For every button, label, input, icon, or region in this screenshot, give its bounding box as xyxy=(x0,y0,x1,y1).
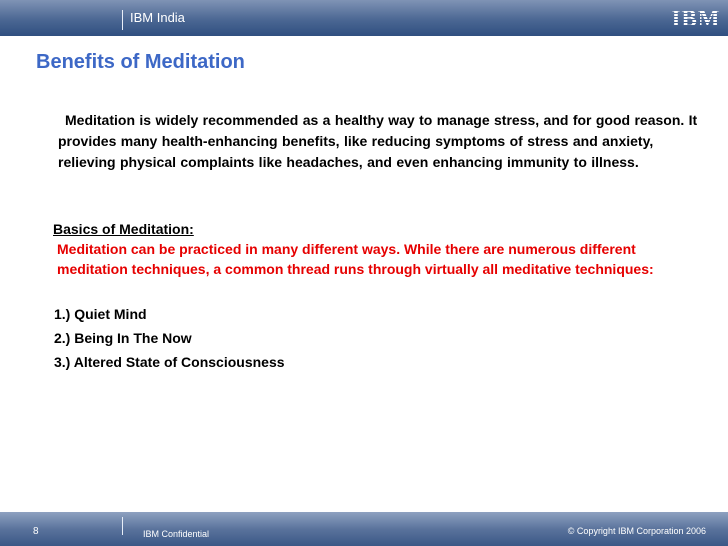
footer-divider xyxy=(122,517,123,535)
ibm-logo-text: IBM xyxy=(672,6,720,29)
slide-title: Benefits of Meditation xyxy=(36,51,245,73)
page-number: 8 xyxy=(33,526,39,537)
header-divider xyxy=(122,10,123,30)
ibm-logo xyxy=(672,5,720,29)
header-bar xyxy=(0,0,728,36)
copyright-label: © Copyright IBM Corporation 2006 xyxy=(567,526,706,536)
technique-list xyxy=(54,302,285,374)
list-item: 2.) Being In The Now xyxy=(54,330,192,346)
org-label: IBM India xyxy=(130,10,185,25)
list-item: 1.) Quiet Mind xyxy=(54,306,147,322)
basics-description: Meditation can be practiced in many different ways. While there are numerous different meditation techniques, a common thread runs through virtually all meditative techniques: xyxy=(57,241,654,277)
confidential-label: IBM Confidential xyxy=(143,529,210,539)
basics-heading: Basics of Meditation: xyxy=(53,221,194,237)
footer-bar xyxy=(0,512,728,546)
intro-paragraph: Meditation is widely recommended as a healthy way to manage stress, and for good reason. It provides many health-enhancing benefits, like reducing symptoms of stress and anxiety, relieving physical complaints like headaches, and even enhancing immunity to illness. xyxy=(58,112,698,170)
list-item: 3.) Altered State of Consciousness xyxy=(54,354,285,370)
